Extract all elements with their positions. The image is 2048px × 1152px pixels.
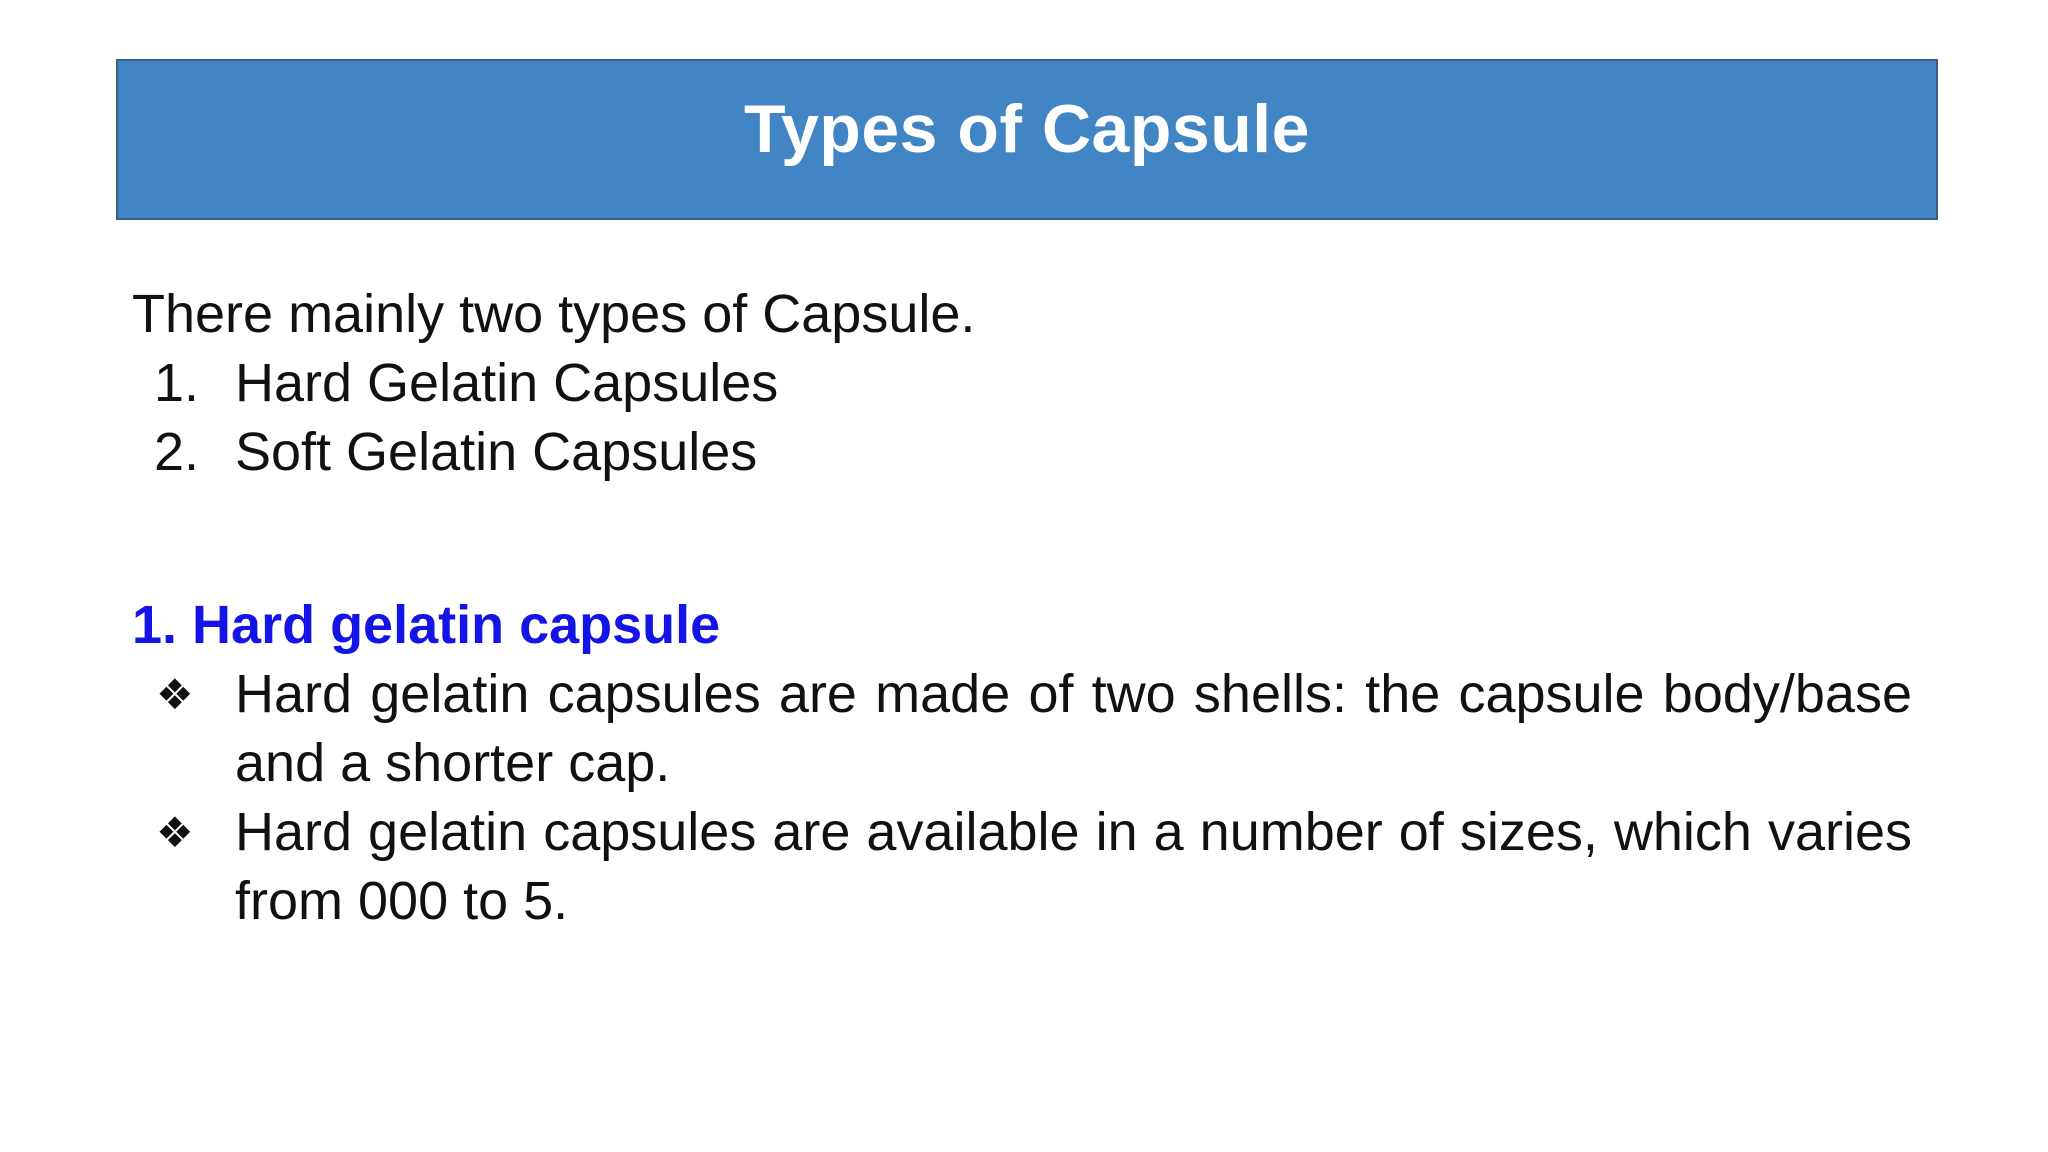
bullet-text: Hard gelatin capsules are made of two shells: the capsule body/base and a shorter cap. [235,664,1912,793]
capsule-types-list [132,349,1912,487]
bullet-text: Hard gelatin capsules are available in a number of sizes, which varies from 000 to 5. [235,802,1912,931]
slide-body [132,280,1912,936]
bullet-item [132,798,1912,936]
diamond-bullet-icon: ❖ [156,670,194,719]
title-banner [116,59,1938,220]
list-number: 1. [154,353,200,413]
diamond-bullet-icon: ❖ [156,808,194,857]
list-number: 2. [154,422,200,482]
list-item [132,349,1912,418]
slide-title: Types of Capsule [744,91,1310,167]
bullet-item [132,660,1912,798]
intro-text: There mainly two types of Capsule. [132,284,976,344]
list-item-label: Soft Gelatin Capsules [235,422,758,482]
list-item-label: Hard Gelatin Capsules [235,353,779,413]
list-item [132,418,1912,487]
bullet-list [132,660,1912,936]
section-heading: 1. Hard gelatin capsule [132,595,721,655]
